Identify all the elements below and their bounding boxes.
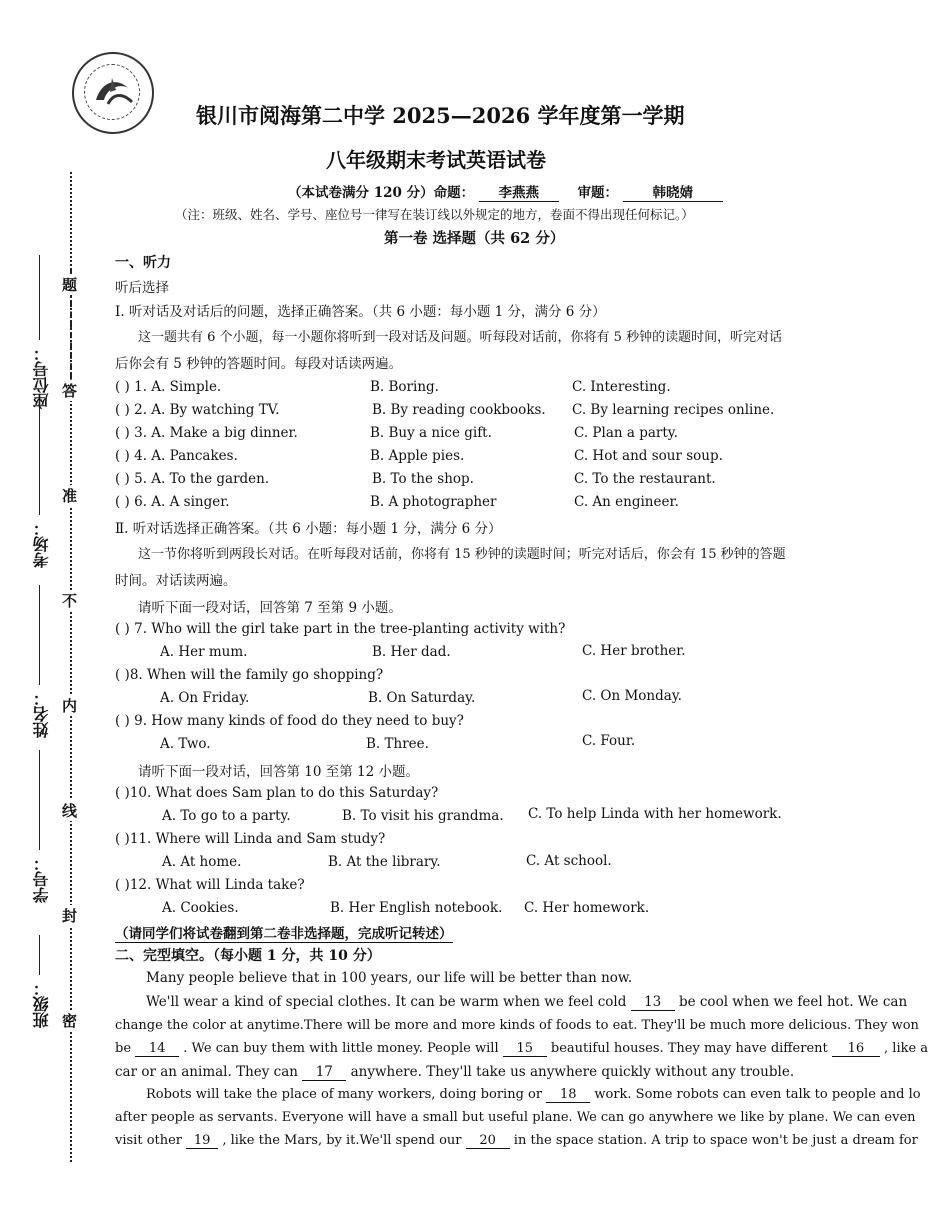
cloze-line-4 [115,1041,928,1057]
cloze-text: , like the Mars, by it.We'll spend our [222,1133,462,1148]
seal-word-ti: 题 [62,276,78,294]
cloze-text: be [115,1041,132,1056]
q2-option-c: C. By learning recipes online. [572,402,775,418]
question-12: ( )12. What will Linda take? [115,877,305,893]
cloze-text: , like a [884,1041,928,1056]
q4-option-c: C. Hot and sour soup. [574,448,723,464]
room-line [39,400,40,515]
question-8: ( )8. When will the family go shopping? [115,667,384,683]
cloze-text: Robots will take the place of many workers, doing boring or [146,1087,543,1102]
q10-option-b: B. To visit his grandma. [342,808,504,824]
cloze-text: beautiful houses. They may have different [550,1041,828,1056]
part2-instr-2: 时间。对话读两遍。 [115,573,237,589]
seal-word-nei: 内 [62,697,78,715]
question-7: ( ) 7. Who will the girl take part in the tree-planting activity with? [115,621,566,637]
q11-option-b: B. At the library. [328,854,441,870]
volume-title: 第一卷 选择题（共 62 分） [384,230,565,247]
q7-option-a: A. Her mum. [160,644,248,660]
q10-option-c: C. To help Linda with her homework. [528,806,782,822]
exam-title: 八年级期末考试英语试卷 [326,148,546,172]
class-label: 班级： [32,980,51,1028]
question-9: ( ) 9. How many kinds of food do they need to buy? [115,713,464,729]
dialog-2-intro: 请听下面一段对话，回答第 10 至第 12 小题。 [138,764,420,780]
blank-18: 18 [546,1087,590,1103]
seal-word-feng: 封 [62,907,78,925]
author-name: 李燕燕 [479,181,559,202]
number-label: 学号： [32,855,51,903]
question-3: ( ) 3. A. Make a big dinner. [115,425,298,441]
cloze-line-8 [115,1133,918,1149]
q9-option-b: B. Three. [366,736,429,752]
part2-title: Ⅱ. 听对话选择正确答案。（共 6 小题：每小题 1 分，满分 6 分） [115,521,502,537]
cloze-text: be cool when we feel hot. We can [678,994,908,1010]
info-prefix: （本试卷满分 120 分）命题： [288,185,475,201]
reviewer-name: 韩晓婧 [623,181,723,202]
reviewer-label: 审题： [577,185,618,201]
q10-option-a: A. To go to a party. [162,808,291,824]
blank-19: 19 [186,1133,218,1149]
part1-instr-2: 后你会有 5 秒钟的答题时间。每段对话读两遍。 [115,356,403,372]
school-title: 银川市阅海第二中学 2025—2026 学年度第一学期 [196,103,685,128]
cloze-text: car or an animal. They can [115,1064,298,1080]
cloze-line-5 [115,1064,794,1081]
part1-title: Ⅰ. 听对话及对话后的问题，选择正确答案。（共 6 小题：每小题 1 分，满分 6 分） [115,304,606,320]
seat-line [39,255,40,340]
seat-label: 座位号： [32,345,51,409]
number-line [39,750,40,850]
question-1: ( ) 1. A. Simple. [115,379,222,395]
exam-info [288,181,723,202]
cloze-line-2 [146,994,908,1011]
question-2: ( ) 2. A. By watching TV. [115,402,280,418]
cloze-line-3: change the color at anytime.There will be more and more kinds of foods to eat. They'll be much more delicious. They won [115,1018,919,1033]
q6-option-b: B. A photographer [370,494,497,510]
question-5: ( ) 5. A. To the garden. [115,471,270,487]
seal-word-da: 答 [62,382,78,400]
question-11: ( )11. Where will Linda and Sam study? [115,831,386,847]
blank-13: 13 [631,994,675,1011]
q2-option-b: B. By reading cookbooks. [372,402,546,418]
blank-20: 20 [466,1133,510,1149]
seal-word-bu: 不 [62,592,78,610]
cloze-text: . We can buy them with little money. People will [183,1041,499,1056]
q12-option-b: B. Her English notebook. [330,900,503,916]
part1-instr-1: 这一题共有 6 个小题，每一小题你将听到一段对话及问题。听每段对话前，你将有 5 秒钟的读题时间，听完对话 [138,330,783,345]
school-seal [72,52,154,134]
q3-option-b: B. Buy a nice gift. [370,425,492,441]
blank-16: 16 [832,1041,880,1057]
blank-14: 14 [135,1041,179,1057]
q1-option-c: C. Interesting. [572,379,671,395]
section-cloze: 二、完型填空。（每小题 1 分，共 10 分） [115,948,381,964]
seal-word-mi: 密 [62,1012,78,1030]
part2-instr-1: 这一节你将听到两段长对话。在听每段对话前，你将有 15 秒钟的读题时间；听完对话后，你会有 15 秒钟的答题 [138,547,786,562]
q11-option-c: C. At school. [526,853,612,869]
q12-option-a: A. Cookies. [162,900,239,916]
q4-option-b: B. Apple pies. [370,448,465,464]
seal-emblem-icon [88,70,138,114]
blank-17: 17 [302,1064,346,1081]
exam-note: （注：班级、姓名、学号、座位号一律写在装订线以外规定的地方，卷面不得出现任何标记。） [175,207,694,222]
turn-page-reminder: （请同学们将试卷翻到第二卷非选择题，完成听记转述） [115,922,453,943]
q9-option-a: A. Two. [160,736,211,752]
seal-word-xian: 线 [62,802,78,820]
cloze-line-1: Many people believe that in 100 years, our life will be better than now. [146,970,633,986]
q11-option-a: A. At home. [162,854,242,870]
q5-option-b: B. To the shop. [372,471,474,487]
q8-option-b: B. On Saturday. [368,690,476,706]
cloze-text: We'll wear a kind of special clothes. It can be warm when we feel cold [146,994,627,1010]
question-6: ( ) 6. A. A singer. [115,494,230,510]
section-listening: 一、听力 [115,255,171,271]
name-line [39,585,40,685]
q9-option-c: C. Four. [582,733,636,749]
seal-word-zhun: 准 [62,487,78,505]
q1-option-b: B. Boring. [370,379,439,395]
cloze-text: in the space station. A trip to space won't be just a dream for [513,1133,918,1148]
q8-option-c: C. On Monday. [582,688,682,704]
question-10: ( )10. What does Sam plan to do this Saturday? [115,785,439,801]
q6-option-c: C. An engineer. [574,494,679,510]
cloze-text: anywhere. They'll take us anywhere quickly without any trouble. [350,1064,795,1080]
q12-option-c: C. Her homework. [524,900,650,916]
dialog-1-intro: 请听下面一段对话，回答第 7 至第 9 小题。 [138,600,402,616]
q5-option-c: C. To the restaurant. [574,471,716,487]
class-line [39,935,40,975]
blank-15: 15 [503,1041,547,1057]
cloze-text: work. Some robots can even talk to people and lo [594,1087,921,1102]
q3-option-c: C. Plan a party. [574,425,678,441]
q7-option-b: B. Her dad. [372,644,451,660]
name-label: 姓名： [32,690,51,738]
cloze-line-6 [146,1087,921,1103]
q7-option-c: C. Her brother. [582,643,686,659]
q8-option-a: A. On Friday. [160,690,250,706]
cloze-line-7: after people as servants. Everyone will have a small but useful plane. We can go anywhere we like by plane. We can even [115,1110,916,1125]
cloze-text: visit other [115,1133,183,1148]
listening-sub: 听后选择 [115,280,169,296]
question-4: ( ) 4. A. Pancakes. [115,448,238,464]
room-label: 考场： [32,520,51,568]
